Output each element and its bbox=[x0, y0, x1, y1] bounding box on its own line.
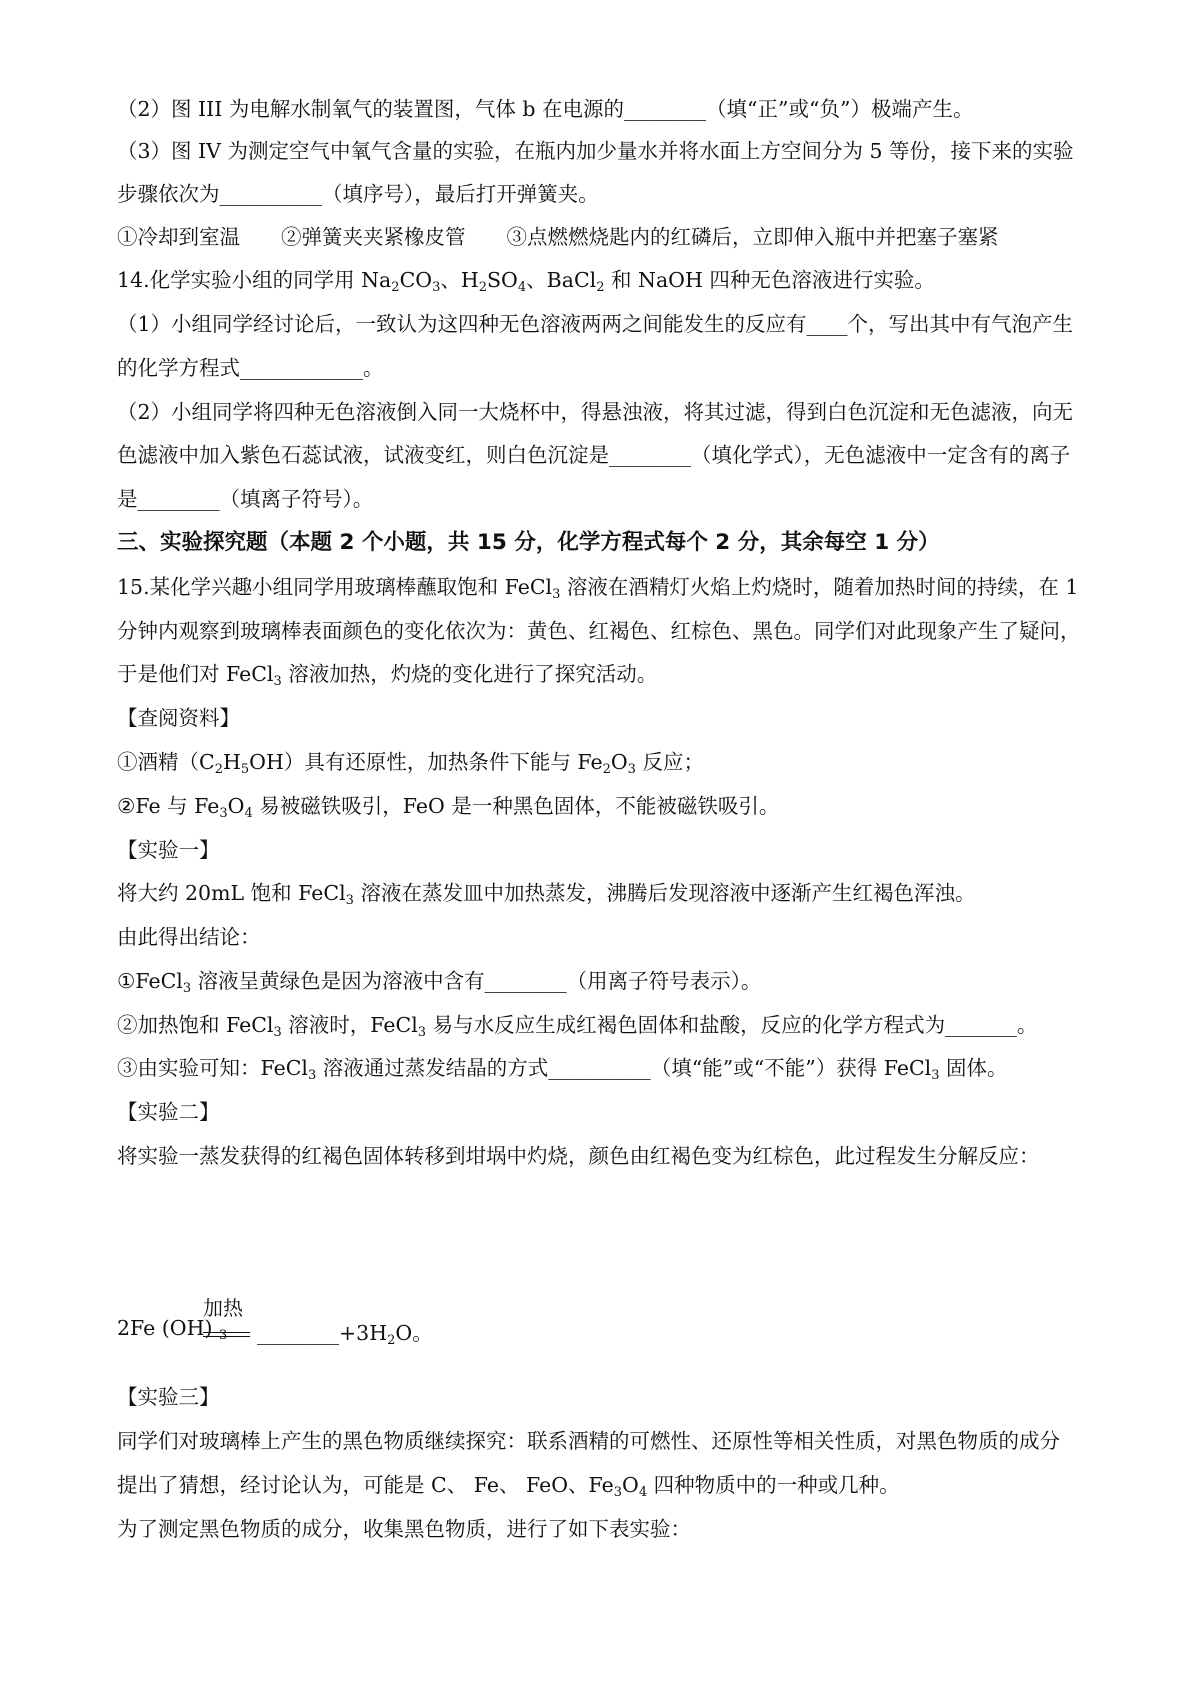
experiment-1-title: 【实验一】 bbox=[117, 838, 220, 862]
q13-step-options: ①冷却到室温 ②弹簧夹夹紧橡皮管 ③点燃燃烧匙内的红磷后，立即伸入瓶中并把塞子塞紧 bbox=[117, 225, 999, 249]
experiment-2-title: 【实验二】 bbox=[117, 1100, 220, 1124]
reference-item-1: ①酒精$(C_2H_5OH)$具有还原性，加热条件下能与 $Fe_2O_3$ 反应； bbox=[117, 750, 704, 777]
equation-equals-line bbox=[203, 1332, 250, 1333]
conclusion-2: ②加热饱和 FeCl$_3$ 溶液时，FeCl$_3$ 易与水反应生成红褐色固体和盐酸，反应的化学方程式为_______。 bbox=[117, 1013, 1038, 1040]
section-3-heading: 三、实验探究题（本题 2 个小题，共 15 分，化学方程式每个 2 分，其余每空 1 分） bbox=[117, 530, 940, 555]
equation-reactant: 2Fe (OH) $_3$ bbox=[117, 1316, 228, 1343]
experiment-3-line3: 为了测定黑色物质的成分，收集黑色物质，进行了如下表实验： bbox=[117, 1517, 691, 1541]
equation-equals-line bbox=[203, 1336, 250, 1337]
experiment-3-line1: 同学们对玻璃棒上产生的黑色物质继续探究：联系酒精的可燃性、还原性等相关性质，对黑色物质的成分 bbox=[117, 1429, 1060, 1453]
q14-part2-line3: 是________（填离子符号）。 bbox=[117, 487, 374, 511]
q13-part2: （2）图 III 为电解水制氧气的装置图，气体 b 在电源的________（填“正”或“负”）极端产生。 bbox=[117, 97, 974, 121]
experiment-1-description: 将大约 20mL 饱和 FeCl$_3$ 溶液在蒸发皿中加热蒸发，沸腾后发现溶液中逐渐产生红褐色浑浊。 bbox=[117, 881, 976, 908]
experiment-2-description: 将实验一蒸发获得的红褐色固体转移到坩埚中灼烧，颜色由红褐色变为红棕色，此过程发生分解反应： bbox=[117, 1144, 1040, 1168]
equation-products: $\_\_\_\_\_\_\_\_+3H_2O$。 bbox=[257, 1321, 433, 1348]
q13-part3-line1: （3）图 IV 为测定空气中氧气含量的实验，在瓶内加少量水并将水面上方空间分为 5 等份，接下来的实验 bbox=[117, 139, 1074, 163]
equation-condition: 加热 bbox=[203, 1296, 243, 1320]
experiment-3-title: 【实验三】 bbox=[117, 1385, 220, 1409]
reference-material-title: 【查阅资料】 bbox=[117, 706, 240, 730]
q13-part3-line2: 步骤依次为__________（填序号），最后打开弹簧夹。 bbox=[117, 182, 599, 206]
q15-intro-line1: 15.某化学兴趣小组同学用玻璃棒蘸取饱和 FeCl$_3$ 溶液在酒精灯火焰上灼烧时，随着加热时间的持续，在 1 bbox=[117, 575, 1079, 602]
q15-intro-line3: 于是他们对 FeCl$_3$ 溶液加热，灼烧的变化进行了探究活动。 bbox=[117, 662, 658, 689]
q15-intro-line2: 分钟内观察到玻璃棒表面颜色的变化依次为：黄色、红褐色、红棕色、黑色。同学们对此现象产生了疑问， bbox=[117, 619, 1081, 643]
q14-part2-line1: （2）小组同学将四种无色溶液倒入同一大烧杯中，得悬浊液，将其过滤，得到白色沉淀和无色滤液，向无 bbox=[117, 400, 1074, 424]
conclusion-3: ③由实验可知：FeCl$_3$ 溶液通过蒸发结晶的方式__________（填“能”或“不能”）获得 FeCl$_3$ 固体。 bbox=[117, 1056, 1008, 1083]
conclusion-lead: 由此得出结论： bbox=[117, 925, 261, 949]
q14-part2-line2: 色滤液中加入紫色石蕊试液，试液变红，则白色沉淀是________（填化学式），无色滤液中一定含有的离子 bbox=[117, 443, 1071, 467]
conclusion-1: ①FeCl$_3$ 溶液呈黄绿色是因为溶液中含有________（用离子符号表示）。 bbox=[117, 969, 762, 996]
q14-part1-line2: 的化学方程式____________。 bbox=[117, 356, 384, 380]
reference-item-2: ②Fe 与 $Fe_3O_4$ 易被磁铁吸引，FeO 是一种黑色固体，不能被磁铁吸引。 bbox=[117, 794, 780, 821]
experiment-3-line2: 提出了猜想，经讨论认为，可能是 C、 Fe、 FeO、$Fe_3O_4$ 四种物质中的一种或几种。 bbox=[117, 1473, 900, 1500]
q14-intro: 14.化学实验小组的同学用 $Na_2CO_3$、$H_2SO_4$、BaCl$_2$ 和 NaOH 四种无色溶液进行实验。 bbox=[117, 268, 935, 295]
q14-part1-line1: （1）小组同学经讨论后，一致认为这四种无色溶液两两之间能发生的反应有____个，写出其中有气泡产生 bbox=[117, 312, 1074, 336]
